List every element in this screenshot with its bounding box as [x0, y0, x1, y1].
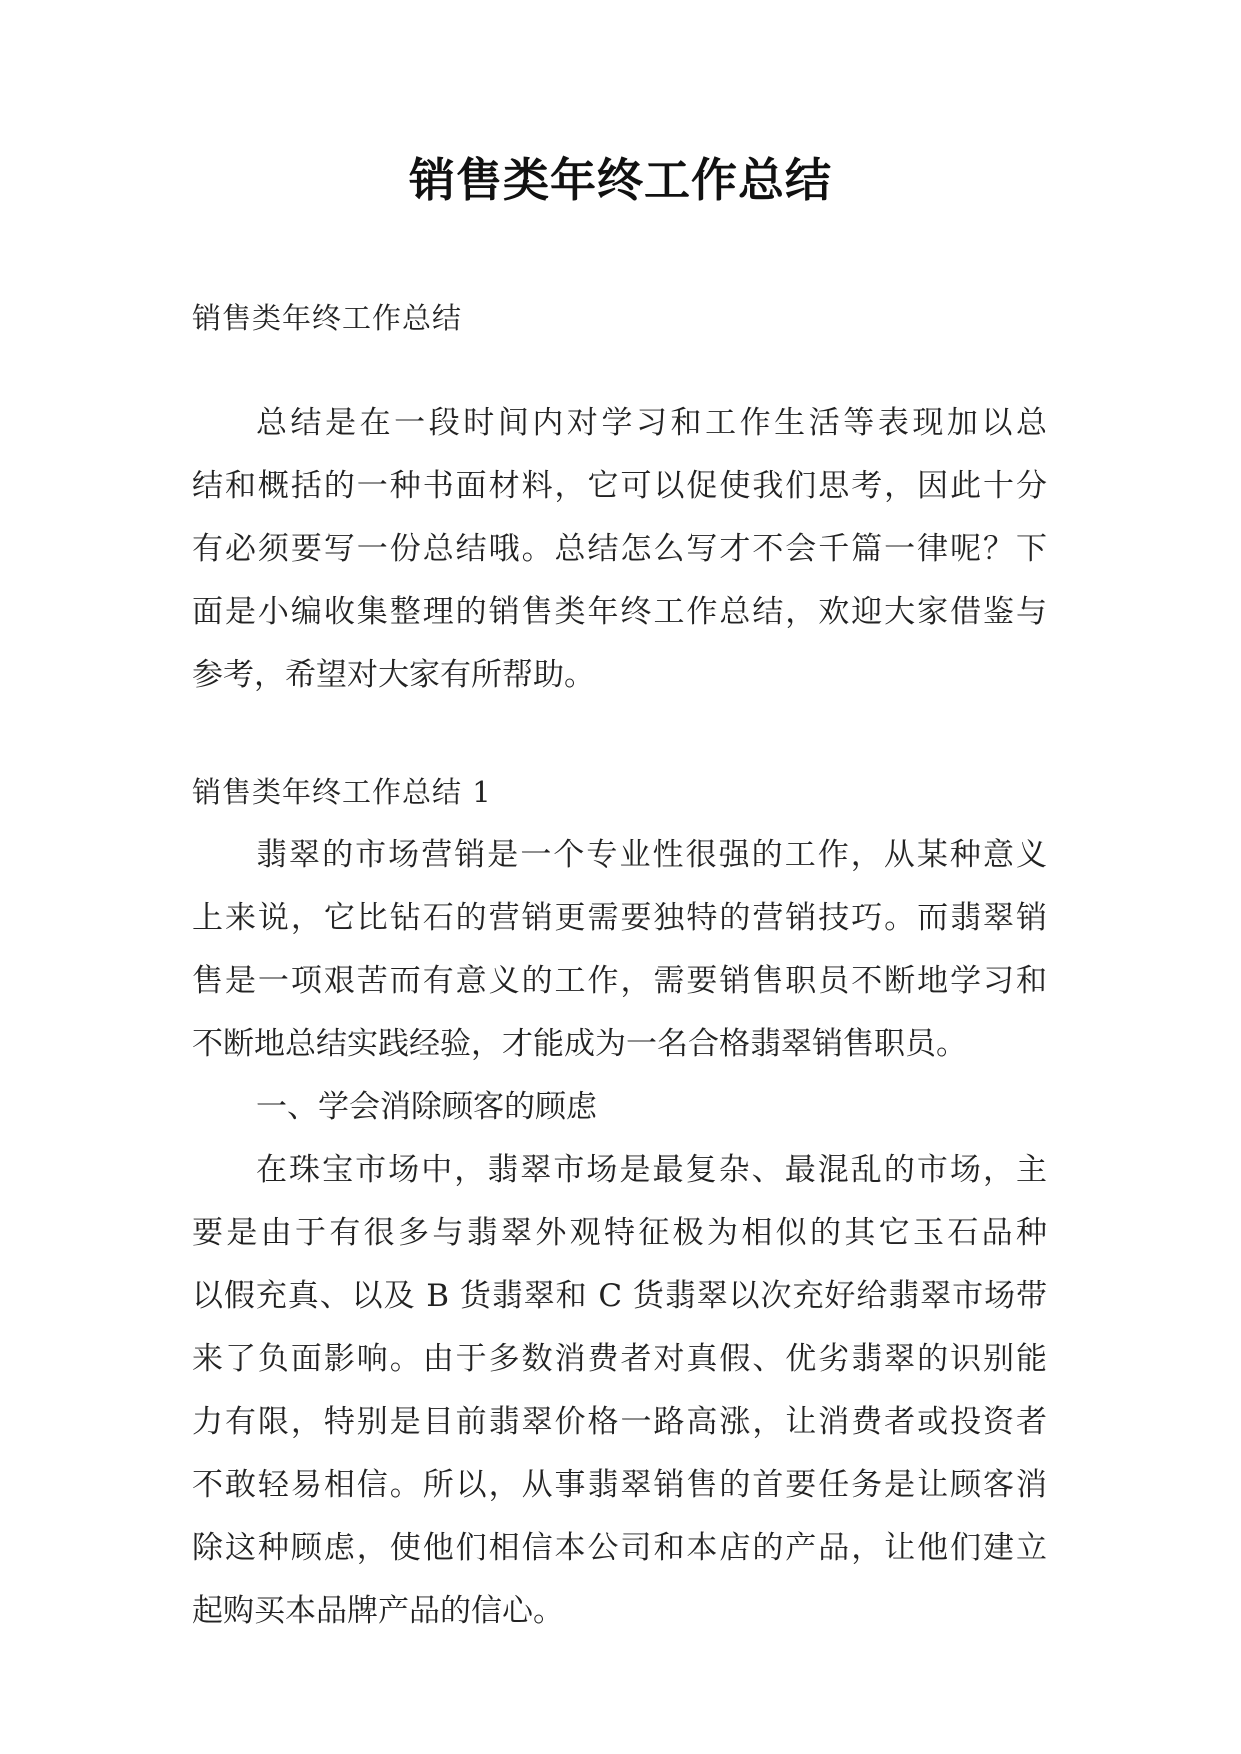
paragraph-line: 要是由于有很多与翡翠外观特征极为相似的其它玉石品种	[192, 1215, 1047, 1251]
intro-paragraph	[192, 392, 1047, 707]
intro-line: 有必须要写一份总结哦。总结怎么写才不会千篇一律呢？下	[192, 531, 1047, 567]
intro-line: 面是小编收集整理的销售类年终工作总结，欢迎大家借鉴与	[192, 594, 1047, 630]
paragraph-line: 翡翠的市场营销是一个专业性很强的工作，从某种意义	[256, 837, 1047, 873]
section-paragraph-2	[192, 1139, 1047, 1643]
document-title: 销售类年终工作总结	[409, 153, 832, 207]
document-body	[192, 287, 1047, 1643]
subtitle-line: 销售类年终工作总结	[192, 301, 463, 335]
paragraph-line: 来了负面影响。由于多数消费者对真假、优劣翡翠的识别能	[192, 1341, 1047, 1377]
intro-line: 结和概括的一种书面材料，它可以促使我们思考，因此十分	[192, 468, 1047, 504]
paragraph-line: 售是一项艰苦而有意义的工作，需要销售职员不断地学习和	[192, 963, 1047, 999]
paragraph-line: 力有限，特别是目前翡翠价格一路高涨，让消费者或投资者	[192, 1404, 1047, 1440]
spacer	[192, 350, 1047, 392]
intro-line: 总结是在一段时间内对学习和工作生活等表现加以总	[256, 405, 1047, 441]
subheading: 一、学会消除顾客的顾虑	[256, 1089, 597, 1125]
section-paragraph-1	[192, 824, 1047, 1076]
paragraph-line: 上来说，它比钻石的营销更需要独特的营销技巧。而翡翠销	[192, 900, 1047, 936]
paragraph-line: 不敢轻易相信。所以，从事翡翠销售的首要任务是让顾客消	[192, 1467, 1047, 1503]
intro-line: 参考，希望对大家有所帮助。	[192, 657, 595, 693]
paragraph-line: 在珠宝市场中，翡翠市场是最复杂、最混乱的市场，主	[256, 1152, 1047, 1188]
section-heading: 销售类年终工作总结 1	[192, 775, 492, 809]
paragraph-line: 以假充真、以及 B 货翡翠和 C 货翡翠以次充好给翡翠市场带	[192, 1278, 1047, 1314]
paragraph-line: 除这种顾虑，使他们相信本公司和本店的产品，让他们建立	[192, 1530, 1047, 1566]
paragraph-line: 起购买本品牌产品的信心。	[192, 1593, 564, 1629]
spacer	[192, 707, 1047, 761]
paragraph-line: 不断地总结实践经验，才能成为一名合格翡翠销售职员。	[192, 1026, 967, 1062]
